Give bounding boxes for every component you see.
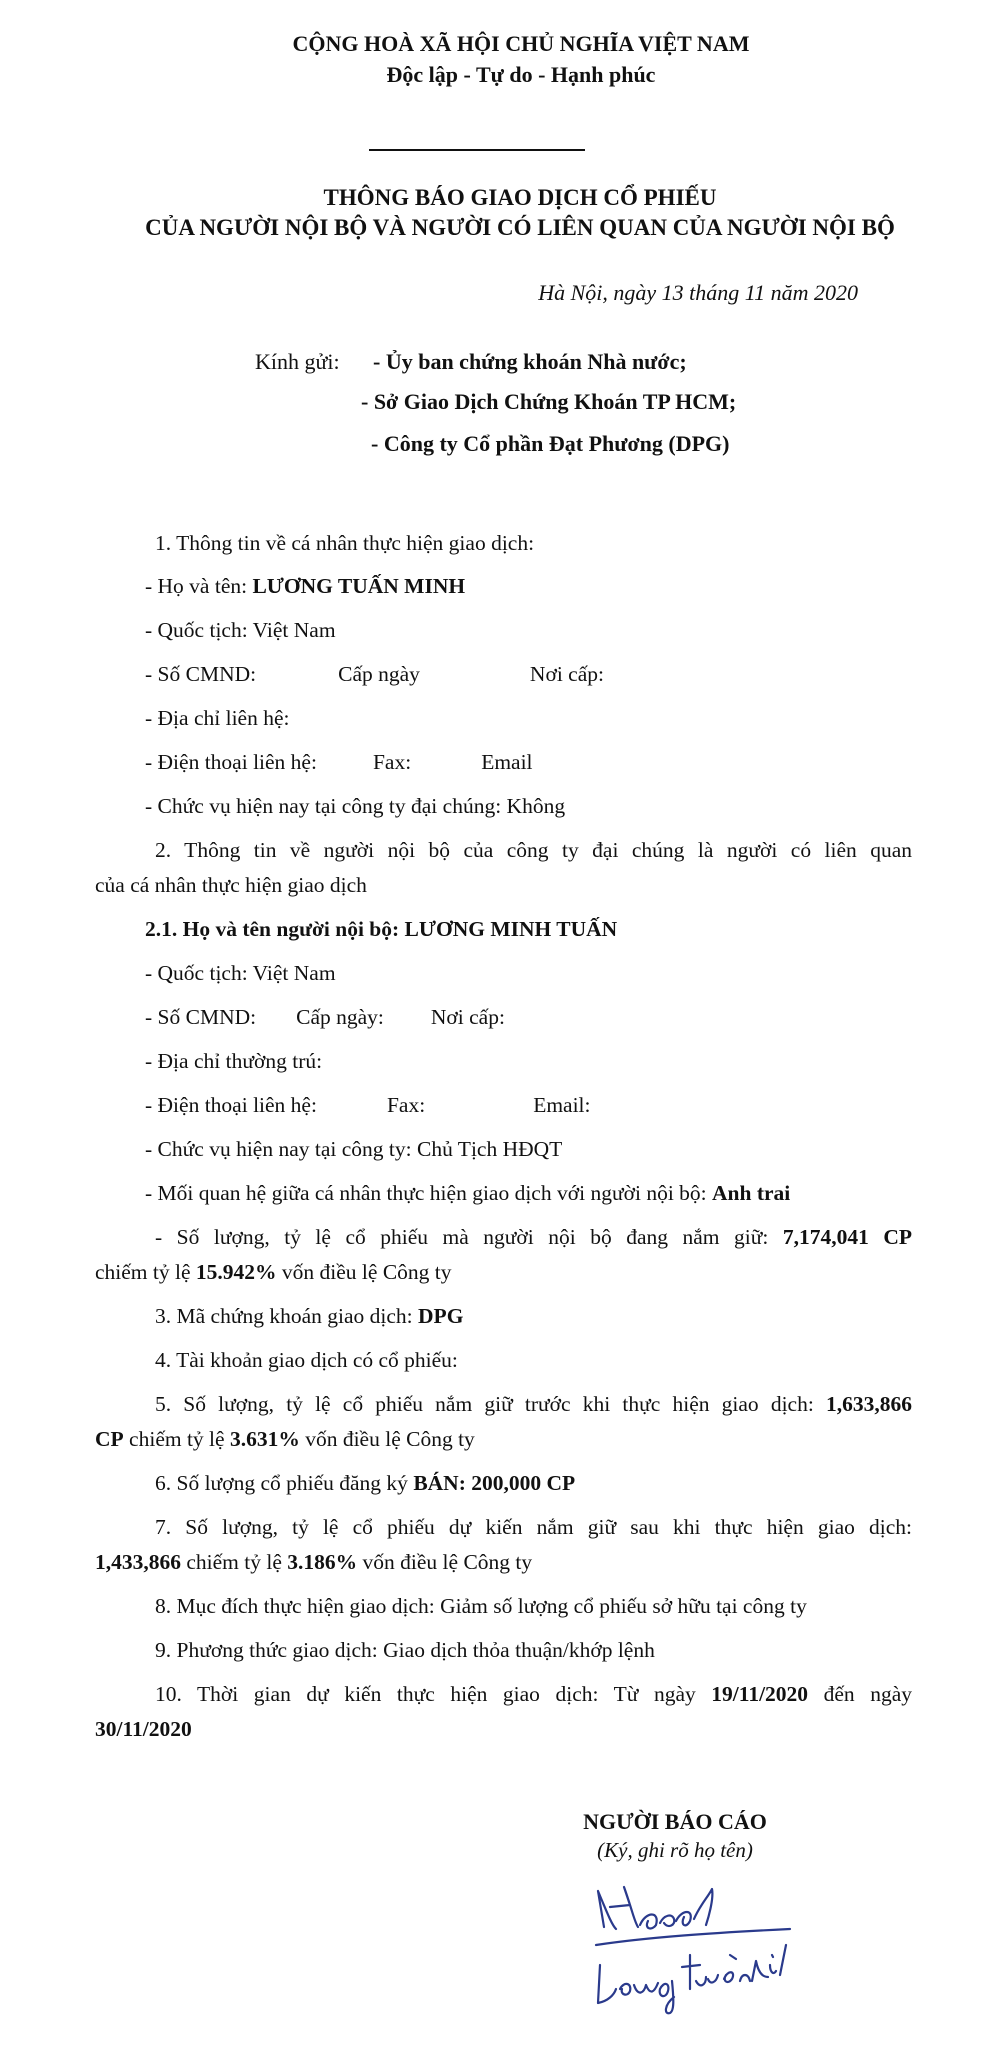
period-label: 10. Thời gian dự kiến thực hiện giao dịch: Từ ngày: [155, 1682, 712, 1706]
before-holding-unit: CP: [95, 1427, 124, 1451]
section-2-heading-line-1: 2. Thông tin về người nội bộ của công ty đại chúng là người có liên quan: [155, 838, 912, 862]
insider-id-date-label: Cấp ngày:: [296, 1005, 384, 1029]
title-line-1: THÔNG BÁO GIAO DỊCH CỔ PHIẾU: [323, 185, 717, 210]
header-divider: [369, 149, 585, 151]
section-3-row: [155, 1303, 463, 1331]
person-name-value: LƯƠNG TUẤN MINH: [252, 574, 466, 598]
holding-ratio-suffix: vốn điều lệ Công ty: [276, 1260, 452, 1284]
insider-contact-row: [145, 1092, 591, 1120]
holding-value: 7,174,041 CP: [782, 1225, 912, 1249]
ticker-label: 3. Mã chứng khoán giao dịch:: [155, 1304, 419, 1328]
section-7-line-2: [95, 1549, 532, 1577]
national-motto: Độc lập - Tự do - Hạnh phúc: [386, 61, 656, 87]
fax-label: Fax:: [372, 750, 412, 774]
insider-name-heading: 2.1. Họ và tên người nội bộ: LƯƠNG MINH TUẤN: [145, 917, 618, 941]
before-ratio-suffix: vốn điều lệ Công ty: [299, 1427, 475, 1451]
insider-address: - Địa chỉ thường trú:: [145, 1049, 323, 1073]
insider-id-row: [145, 1004, 505, 1032]
national-header: [0, 30, 1000, 151]
recipient-item: - Công ty Cổ phần Đạt Phương (DPG): [371, 431, 730, 456]
register-value: BÁN: 200,000 CP: [413, 1471, 576, 1495]
period-to-label: đến ngày: [808, 1682, 912, 1706]
person-id-row: [145, 661, 604, 689]
after-ratio-suffix: vốn điều lệ Công ty: [357, 1550, 533, 1574]
register-label: 6. Số lượng cổ phiếu đăng ký: [155, 1471, 414, 1495]
section-7-line-1: 7. Số lượng, tỷ lệ cổ phiếu dự kiến nắm giữ sau khi thực hiện giao dịch:: [155, 1515, 912, 1539]
nation-name: CỘNG HOÀ XÃ HỘI CHỦ NGHĨA VIỆT NAM: [292, 31, 750, 56]
section-2-heading-line-2: của cá nhân thực hiện giao dịch: [95, 873, 367, 897]
section-6-row: [155, 1470, 575, 1498]
section-4-row: 4. Tài khoản giao dịch có cổ phiếu:: [155, 1348, 458, 1372]
title-line-2: CỦA NGƯỜI NỘI BỘ VÀ NGƯỜI CÓ LIÊN QUAN CỦA NGƯỜI NỘI BỘ: [145, 215, 895, 241]
id-place-label: Nơi cấp:: [529, 662, 604, 686]
insider-email-label: Email:: [533, 1093, 591, 1117]
insider-id-label: - Số CMND:: [145, 1005, 257, 1029]
insider-nationality: - Quốc tịch: Việt Nam: [145, 961, 336, 985]
after-holding-value: 1,433,866: [95, 1550, 181, 1574]
holding-ratio-value: 15.942%: [195, 1260, 277, 1284]
section-1-heading: 1. Thông tin về cá nhân thực hiện giao dịch:: [155, 531, 535, 555]
signer-hint: (Ký, ghi rõ họ tên): [597, 1837, 753, 1862]
after-ratio-value: 3.186%: [287, 1550, 358, 1574]
section-8-row: 8. Mục đích thực hiện giao dịch: Giảm số lượng cổ phiếu sở hữu tại công ty: [155, 1594, 807, 1618]
insider-fax-label: Fax:: [386, 1093, 426, 1117]
after-ratio-prefix: chiếm tỷ lệ: [181, 1550, 288, 1574]
section-9-row: 9. Phương thức giao dịch: Giao dịch thỏa thuận/khớp lệnh: [155, 1638, 655, 1662]
insider-holding-line-2: [95, 1259, 452, 1287]
section-5-line-2: [95, 1426, 475, 1454]
ticker-value: DPG: [418, 1304, 464, 1328]
relation-value: Anh trai: [712, 1181, 791, 1205]
insider-holding-line-1: [155, 1224, 912, 1252]
period-to-date: 30/11/2020: [95, 1717, 192, 1741]
before-ratio-value: 3.631%: [229, 1427, 300, 1451]
recipient-item: - Ủy ban chứng khoán Nhà nước;: [373, 349, 687, 374]
before-holding-value: 1,633,866: [826, 1392, 912, 1416]
insider-relation-row: [145, 1180, 790, 1208]
signer-role: NGƯỜI BÁO CÁO: [583, 1809, 767, 1834]
person-address: - Địa chỉ liên hệ:: [145, 706, 290, 730]
person-position: - Chức vụ hiện nay tại công ty đại chúng: Không: [145, 794, 566, 818]
document-title: [0, 183, 1000, 244]
insider-position: - Chức vụ hiện nay tại công ty: Chủ Tịch HĐQT: [145, 1137, 563, 1161]
person-nationality: - Quốc tịch: Việt Nam: [145, 618, 336, 642]
recipients-label: Kính gửi:: [255, 349, 340, 374]
signature-block: [560, 1808, 790, 1864]
id-date-label: Cấp ngày: [338, 662, 420, 686]
relation-label: - Mối quan hệ giữa cá nhân thực hiện giao dịch với người nội bộ:: [145, 1181, 713, 1205]
dateline: Hà Nội, ngày 13 tháng 11 năm 2020: [538, 280, 858, 305]
person-contact-row: [145, 749, 533, 777]
email-label: Email: [481, 750, 533, 774]
handwritten-signature: [590, 1885, 810, 2015]
holding-label: - Số lượng, tỷ lệ cổ phiếu mà người nội bộ đang nắm giữ:: [155, 1225, 783, 1249]
id-label: - Số CMND:: [145, 662, 257, 686]
section-5-line-1: [155, 1391, 912, 1419]
person-name-label: - Họ và tên:: [145, 574, 253, 598]
person-name-row: [145, 573, 465, 601]
before-ratio-prefix: chiếm tỷ lệ: [123, 1427, 230, 1451]
period-from-date: 19/11/2020: [711, 1682, 809, 1706]
phone-label: - Điện thoại liên hệ:: [145, 750, 317, 774]
recipient-item: - Sở Giao Dịch Chứng Khoán TP HCM;: [361, 389, 737, 414]
section-10-line-1: [155, 1681, 912, 1709]
holding-ratio-prefix: chiếm tỷ lệ: [95, 1260, 196, 1284]
insider-id-place-label: Nơi cấp:: [430, 1005, 505, 1029]
insider-phone-label: - Điện thoại liên hệ:: [145, 1093, 317, 1117]
before-holding-label: 5. Số lượng, tỷ lệ cổ phiếu nắm giữ trước khi thực hiện giao dịch:: [155, 1392, 826, 1416]
